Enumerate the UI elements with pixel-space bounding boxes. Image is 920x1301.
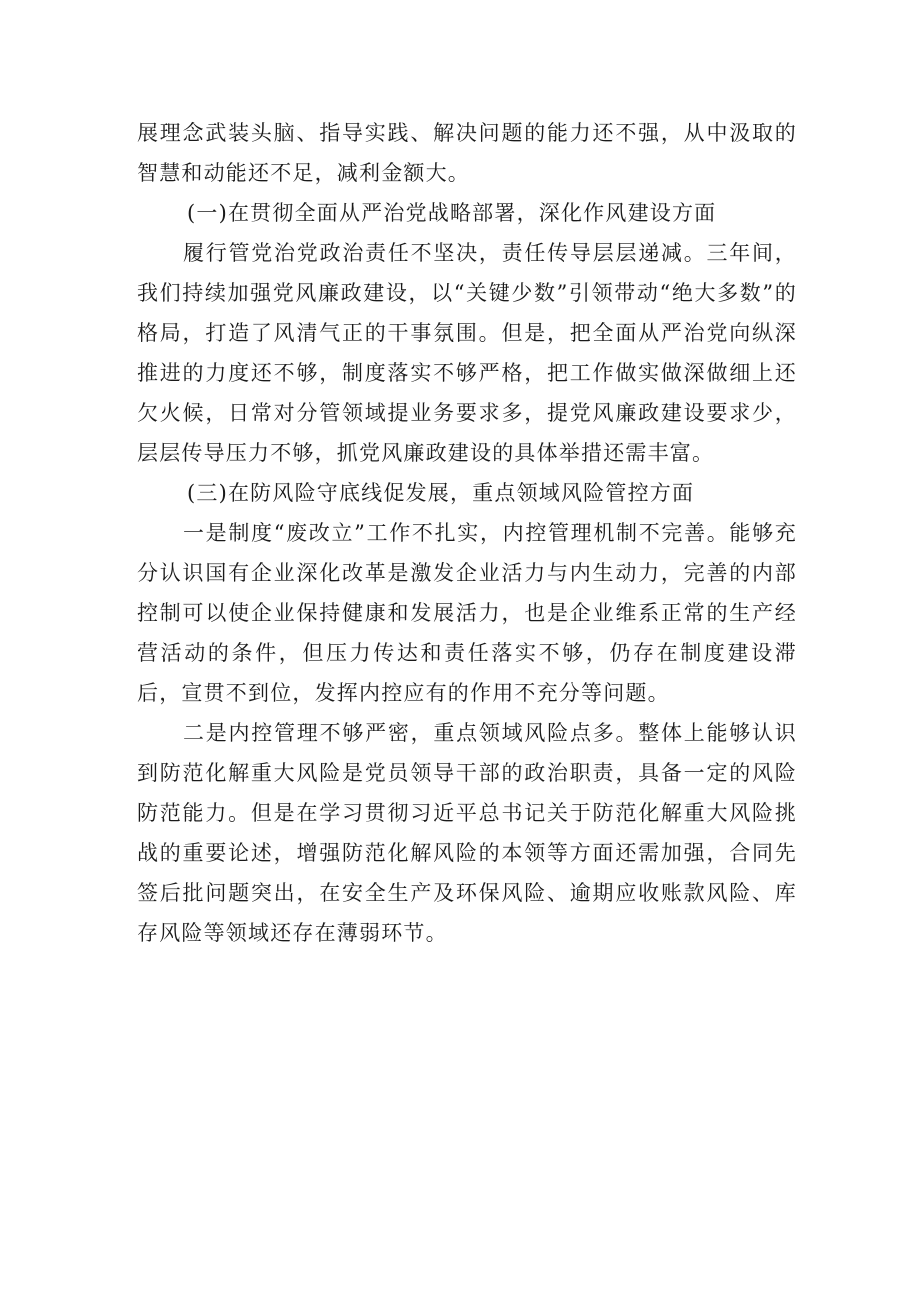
paragraph-risk-management: 二是内控管理不够严密，重点领域风险点多。整体上能够认识到防范化解重大风险是党员领导干部的政治职责，具备一定的风险防范能力。但是在学习贯彻习近平总书记关于防范化解重大风险挑战的重要论述，增强防范化解风险的本领等方面还需加强，合同先签后批问题突出，在安全生产及环保风险、逾期应收账款风险、库存风险等领域还存在薄弱环节。 (137, 721, 797, 945)
section-heading-three: (三)在防风险守底线促发展，重点领域风险管控方面 (187, 481, 695, 505)
paragraph-internal-control-system: 一是制度“废改立”工作不扎实，内控管理机制不完善。能够充分认识国有企业深化改革是激发企业活力与内生动力，完善的内部控制可以使企业保持健康和发展活力，也是企业维系正常的生产经营活动的条件，但压力传达和责任落实不够，仍存在制度建设滞后，宣贯不到位，发挥内控应有的作用不充分等问题。 (137, 521, 797, 705)
paragraph-party-responsibility: 履行管党治党政治责任不坚决，责任传导层层递减。三年间，我们持续加强党风廉政建设，以“关键少数”引领带动“绝大多数”的格局，打造了风清气正的干事氛围。但是，把全面从严治党向纵深推进的力度还不够，制度落实不够严格，把工作做实做深做细上还欠火候，日常对分管领域提业务要求多，提党风廉政建设要求少，层层传导压力不够，抓党风廉政建设的具体举措还需丰富。 (137, 241, 797, 465)
paragraph-continuation: 展理念武装头脑、指导实践、解决问题的能力还不强，从中汲取的智慧和动能还不足，减利金额大。 (137, 121, 797, 185)
section-heading-one: (一)在贯彻全面从严治党战略部署，深化作风建设方面 (187, 201, 717, 225)
document-body (137, 113, 797, 953)
